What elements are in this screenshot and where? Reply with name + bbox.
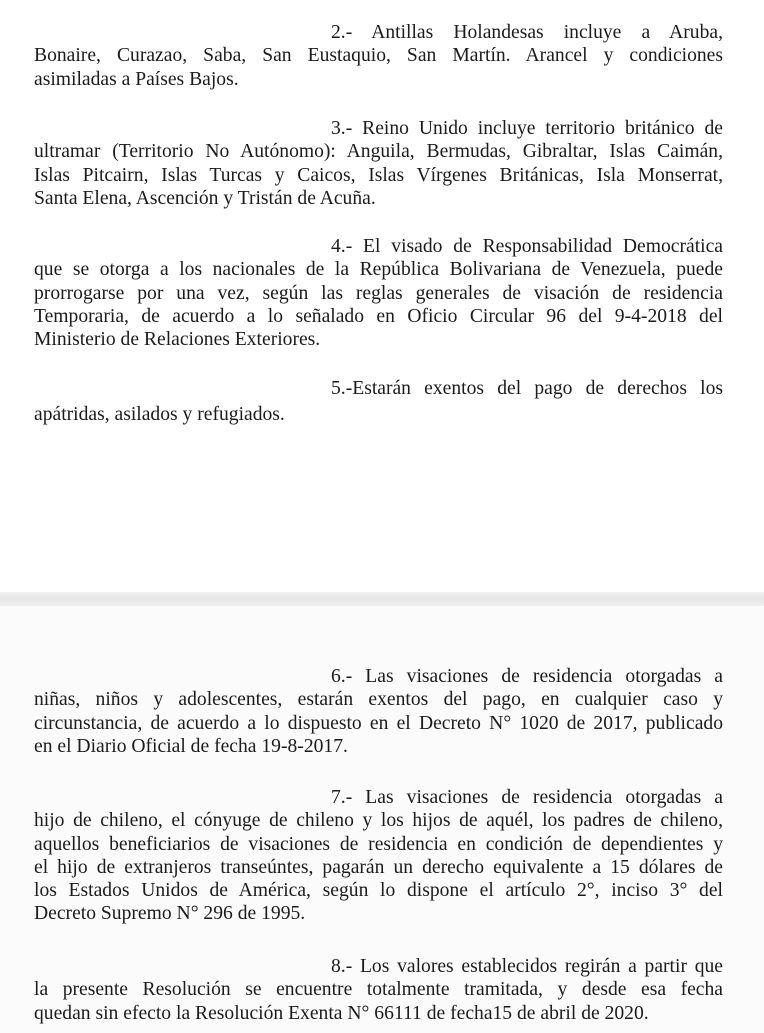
text-line: que se otorga a los nacionales de la República Bolivariana de Venezuela, puede	[34, 259, 723, 281]
text-line: apátridas, asilados y refugiados.	[34, 404, 285, 425]
text-line: Islas Pitcairn, Islas Turcas y Caicos, Islas Vírgenes Británicas, Isla Monserrat,	[34, 164, 723, 186]
paragraph-6	[34, 665, 723, 758]
paragraph-5	[34, 376, 723, 428]
text-line: circunstancia, de acuerdo a lo dispuesto en el Decreto N° 1020 de 2017, publicado	[34, 712, 723, 734]
text-line: Bonaire, Curazao, Saba, San Eustaquio, San Martín. Arancel y condiciones	[34, 45, 723, 67]
paragraph-3	[34, 117, 723, 210]
text-line: 8.- Los valores establecidos regirán a partir que	[331, 956, 723, 977]
text-line: aquellos beneficiarios de visaciones de residencia en condición de dependientes y	[34, 833, 723, 855]
text-line: Santa Elena, Ascención y Tristán de Acuña.	[34, 187, 376, 209]
text-line: los Estados Unidos de América, según lo dispone el artículo 2°, inciso 3° del	[34, 880, 723, 902]
text-line: el hijo de extranjeros transeúntes, pagarán un derecho equivalente a 15 dólares de	[34, 856, 723, 878]
text-line: en el Diario Oficial de fecha 19-8-2017.	[34, 735, 348, 757]
text-line: hijo de chileno, el cónyuge de chileno y los hijos de aquél, los padres de chileno,	[34, 810, 723, 832]
text-line: 7.- Las visaciones de residencia otorgadas a	[331, 787, 723, 808]
text-line: Decreto Supremo N° 296 de 1995.	[34, 903, 306, 925]
text-line: 6.- Las visaciones de residencia otorgadas a	[331, 666, 723, 687]
text-line: ultramar (Territorio No Autónomo): Anguila, Bermudas, Gibraltar, Islas Caimán,	[34, 141, 723, 163]
text-line: la presente Resolución se encuentre totalmente tramitada, y desde esa fecha	[34, 979, 723, 1001]
paragraph-2	[34, 21, 723, 91]
paragraph-4	[34, 235, 723, 351]
text-line: 4.- El visado de Responsabilidad Democrática	[331, 236, 723, 257]
text-line: asimiladas a Países Bajos.	[34, 68, 239, 90]
text-line: 3.- Reino Unido incluye territorio británico de	[331, 118, 723, 139]
text-line: 5.-Estarán exentos del pago de derechos los	[331, 378, 723, 399]
text-line: 2.- Antillas Holandesas incluye a Aruba,	[331, 22, 723, 43]
text-line: Ministerio de Relaciones Exteriores.	[34, 329, 321, 351]
text-line: niñas, niños y adolescentes, estarán exentos del pago, en cualquier caso y	[34, 689, 723, 711]
paragraph-8	[34, 955, 723, 1025]
text-line: prorrogarse por una vez, según las reglas generales de visación de residencia	[34, 282, 723, 304]
paragraph-7	[34, 786, 723, 926]
text-line: Temporaria, de acuerdo a lo señalado en Oficio Circular 96 del 9-4-2018 del	[34, 305, 723, 327]
text-line: quedan sin efecto la Resolución Exenta N° 66111 de fecha15 de abril de 2020.	[34, 1002, 649, 1024]
page-separator	[0, 592, 764, 606]
